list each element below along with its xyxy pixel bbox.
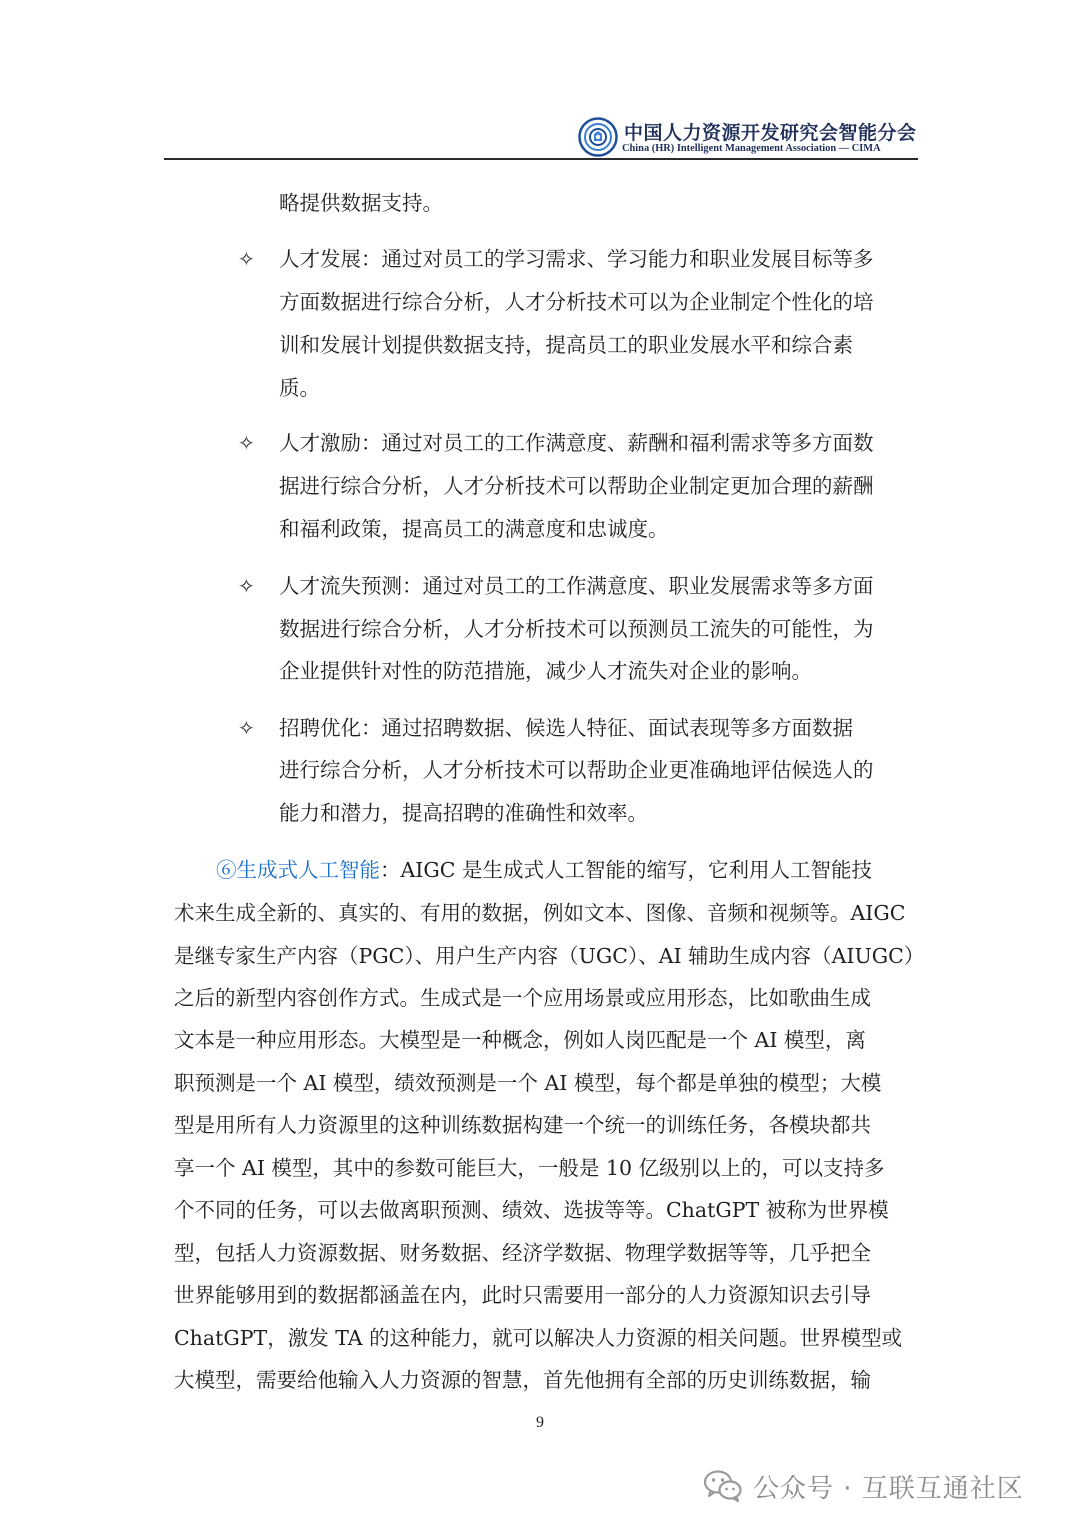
bullet-2-line-1: 人才激励：通过对员工的工作满意度、薪酬和福利需求等多方面数 [279, 431, 874, 455]
bullet-3-line-1: 人才流失预测：通过对员工的工作满意度、职业发展需求等多方面 [279, 574, 874, 598]
page-number: 9 [536, 1414, 544, 1431]
org-name-cn: 中国人力资源开发研究会智能分会 [624, 122, 917, 144]
section-6-line-11: 世界能够用到的数据都涵盖在内，此时只需要用一部分的人力资源知识去引导 [174, 1283, 871, 1307]
watermark-text: 公众号 · 互联互通社区 [753, 1473, 1024, 1504]
bullet-3-line-3: 企业提供针对性的防范措施，减少人才流失对企业的影响。 [279, 659, 812, 683]
section-6-first-rest: ：AIGC 是生成式人工智能的缩写，它利用人工智能技 [380, 858, 872, 882]
diamond-bullet-icon: ✧ [238, 247, 255, 271]
bullet-1-line-4: 质。 [279, 376, 320, 400]
diamond-bullet-icon: ✧ [238, 574, 255, 598]
bullet-4-line-3: 能力和潜力，提高招聘的准确性和效率。 [279, 801, 648, 825]
section-6-line-6: 职预测是一个 AI 模型，绩效预测是一个 AI 模型，每个都是单独的模型；大模 [174, 1071, 882, 1095]
cima-logo-icon [578, 117, 618, 157]
header-divider [164, 158, 918, 160]
section-6-term: ⑥生成式人工智能 [216, 858, 380, 882]
bullet-1-line-1: 人才发展：通过对员工的学习需求、学习能力和职业发展目标等多 [279, 247, 874, 271]
section-6-line-8: 享一个 AI 模型，其中的参数可能巨大，一般是 10 亿级别以上的，可以支持多 [174, 1156, 885, 1180]
section-6-line-3: 是继专家生产内容（PGC）、用户生产内容（UGC）、AI 辅助生成内容（AIUGC） [174, 944, 925, 968]
section-6-line-5: 文本是一种应用形态。大模型是一种概念，例如人岗匹配是一个 AI 模型，离 [174, 1028, 866, 1052]
wechat-watermark [703, 1466, 1024, 1506]
intro-line: 略提供数据支持。 [279, 191, 443, 215]
bullet-3-line-2: 数据进行综合分析，人才分析技术可以预测员工流失的可能性，为 [279, 617, 874, 641]
diamond-bullet-icon: ✧ [238, 431, 255, 455]
section-6-line-7: 型是用所有人力资源里的这种训练数据构建一个统一的训练任务，各模块都共 [174, 1113, 871, 1137]
section-6-line-9: 个不同的任务，可以去做离职预测、绩效、选拔等等。ChatGPT 被称为世界模 [174, 1198, 889, 1222]
section-6-line-1 [216, 855, 872, 885]
bullet-1-line-2: 方面数据进行综合分析，人才分析技术可以为企业制定个性化的培 [279, 290, 874, 314]
section-6-line-10: 型，包括人力资源数据、财务数据、经济学数据、物理学数据等等，几乎把全 [174, 1241, 871, 1265]
bullet-4-line-2: 进行综合分析，人才分析技术可以帮助企业更准确地评估候选人的 [279, 758, 874, 782]
bullet-2-line-2: 据进行综合分析，人才分析技术可以帮助企业制定更加合理的薪酬 [279, 474, 874, 498]
diamond-bullet-icon: ✧ [238, 716, 255, 740]
bullet-4-line-1: 招聘优化：通过招聘数据、候选人特征、面试表现等多方面数据 [279, 716, 853, 740]
bullet-1-line-3: 训和发展计划提供数据支持，提高员工的职业发展水平和综合素 [279, 333, 853, 357]
section-6-line-12: ChatGPT，激发 TA 的这种能力，就可以解决人力资源的相关问题。世界模型或 [174, 1326, 903, 1350]
org-name-en: China (HR) Intelligent Management Association — CIMA [622, 143, 881, 154]
section-6-line-2: 术来生成全新的、真实的、有用的数据，例如文本、图像、音频和视频等。AIGC [174, 901, 906, 925]
wechat-icon [703, 1468, 743, 1504]
page-header [164, 112, 918, 160]
section-6-line-13: 大模型，需要给他输入人力资源的智慧，首先他拥有全部的历史训练数据，输 [174, 1368, 871, 1392]
section-6-line-4: 之后的新型内容创作方式。生成式是一个应用场景或应用形态，比如歌曲生成 [174, 986, 871, 1010]
bullet-2-line-3: 和福利政策，提高员工的满意度和忠诚度。 [279, 517, 669, 541]
